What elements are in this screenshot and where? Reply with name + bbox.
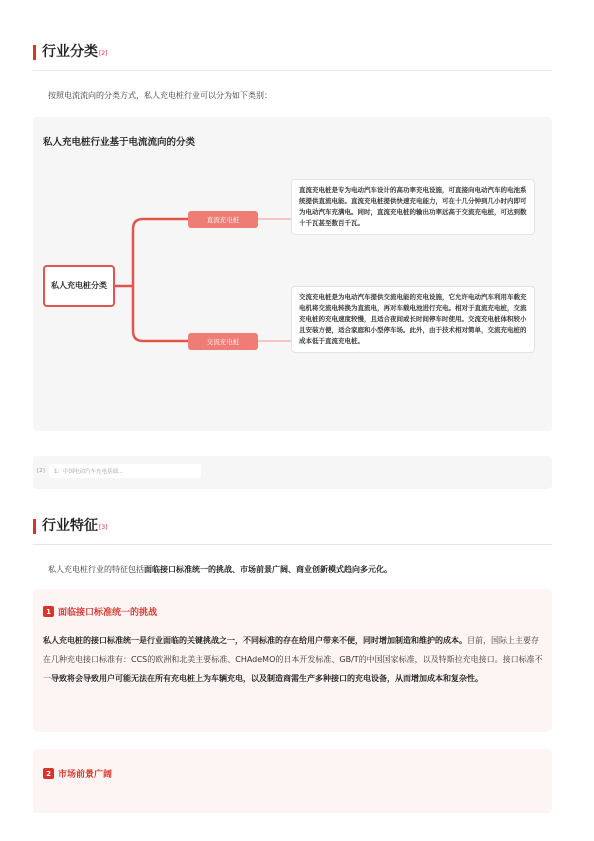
divider [33,544,552,545]
feature-body: 私人充电桩的接口标准统一是行业面临的关键挑战之一，不同标准的存在给用户带来不便，同时增加制造和维护的成本。目前，国际上主要存在几种充电接口标准有：CCS的欧洲和北美主要标准、CHAdeMO的日本开发标准、GB/T的中国国家标准，以及特斯拉充电接口。接口标准不一导致将会导致用户可能无法在所有充电桩上为车辆充电，以及制造商需生产多种接口的充电设备，从而增加成本和复杂性。 [43,636,543,683]
section-title: 行业分类[2] [42,44,108,60]
features-intro-paragraph: 私人充电桩行业的特征包括面临接口标准统一的挑战、市场前景广阔、商业创新模式趋向多元化。 [48,565,392,574]
section-marker [33,45,36,60]
feature-heading [43,767,112,780]
feature-heading [43,605,157,618]
reference-row [33,456,552,489]
section-title: 行业特征[3] [42,518,108,534]
number-badge: 2 [43,768,54,779]
reference-link[interactable]: 1：中国电动汽车充电基础... [49,464,201,478]
section-marker [33,519,36,534]
branch-dc-charger: 直流充电桩 [188,211,258,228]
section-industry-features-header [33,517,108,535]
intro-paragraph: 按照电流流向的分类方式，私人充电桩行业可以分为如下类别： [48,91,272,100]
classification-diagram-card [33,117,552,431]
feature-card-2 [33,749,552,813]
number-badge: 1 [43,606,54,617]
feature-title: 市场前景广阔 [58,770,113,780]
branch-ac-charger: 交流充电桩 [188,333,258,350]
dc-charger-description: 直流充电桩是专为电动汽车设计的高功率充电设施，可直接向电动汽车的电池系统提供直流电能。直流充电桩提供快速充电能力，可在十几分钟到几小时内即可为电动汽车充满电。同时，直流充电桩的输出功率远高于交流充电桩，可达到数十千瓦甚至数百千瓦。 [291,179,535,235]
ac-charger-description: 交流充电桩是为电动汽车提供交流电能的充电设施，它允许电动汽车利用车载充电机将交流电转换为直流电，再对车载电池进行充电。相对于直流充电桩，交流充电桩的充电速度较慢，且适合夜间或长时间停车时使用。交流充电桩体积较小且安装方便，适合家庭和小型停车场。此外，由于技术相对简单，交流充电桩的成本低于直流充电桩。 [291,286,535,353]
reference-link[interactable]: [3] [99,524,108,531]
root-node: 私人充电桩分类 [43,265,115,307]
diagram-title: 私人充电桩行业基于电流流向的分类 [43,137,196,148]
reference-number: [2] [37,468,45,474]
feature-title: 面临接口标准统一的挑战 [58,608,158,618]
feature-card-1 [33,589,552,732]
reference-link[interactable]: [2] [99,50,108,57]
section-industry-classification-header [33,43,108,61]
divider [33,70,552,71]
